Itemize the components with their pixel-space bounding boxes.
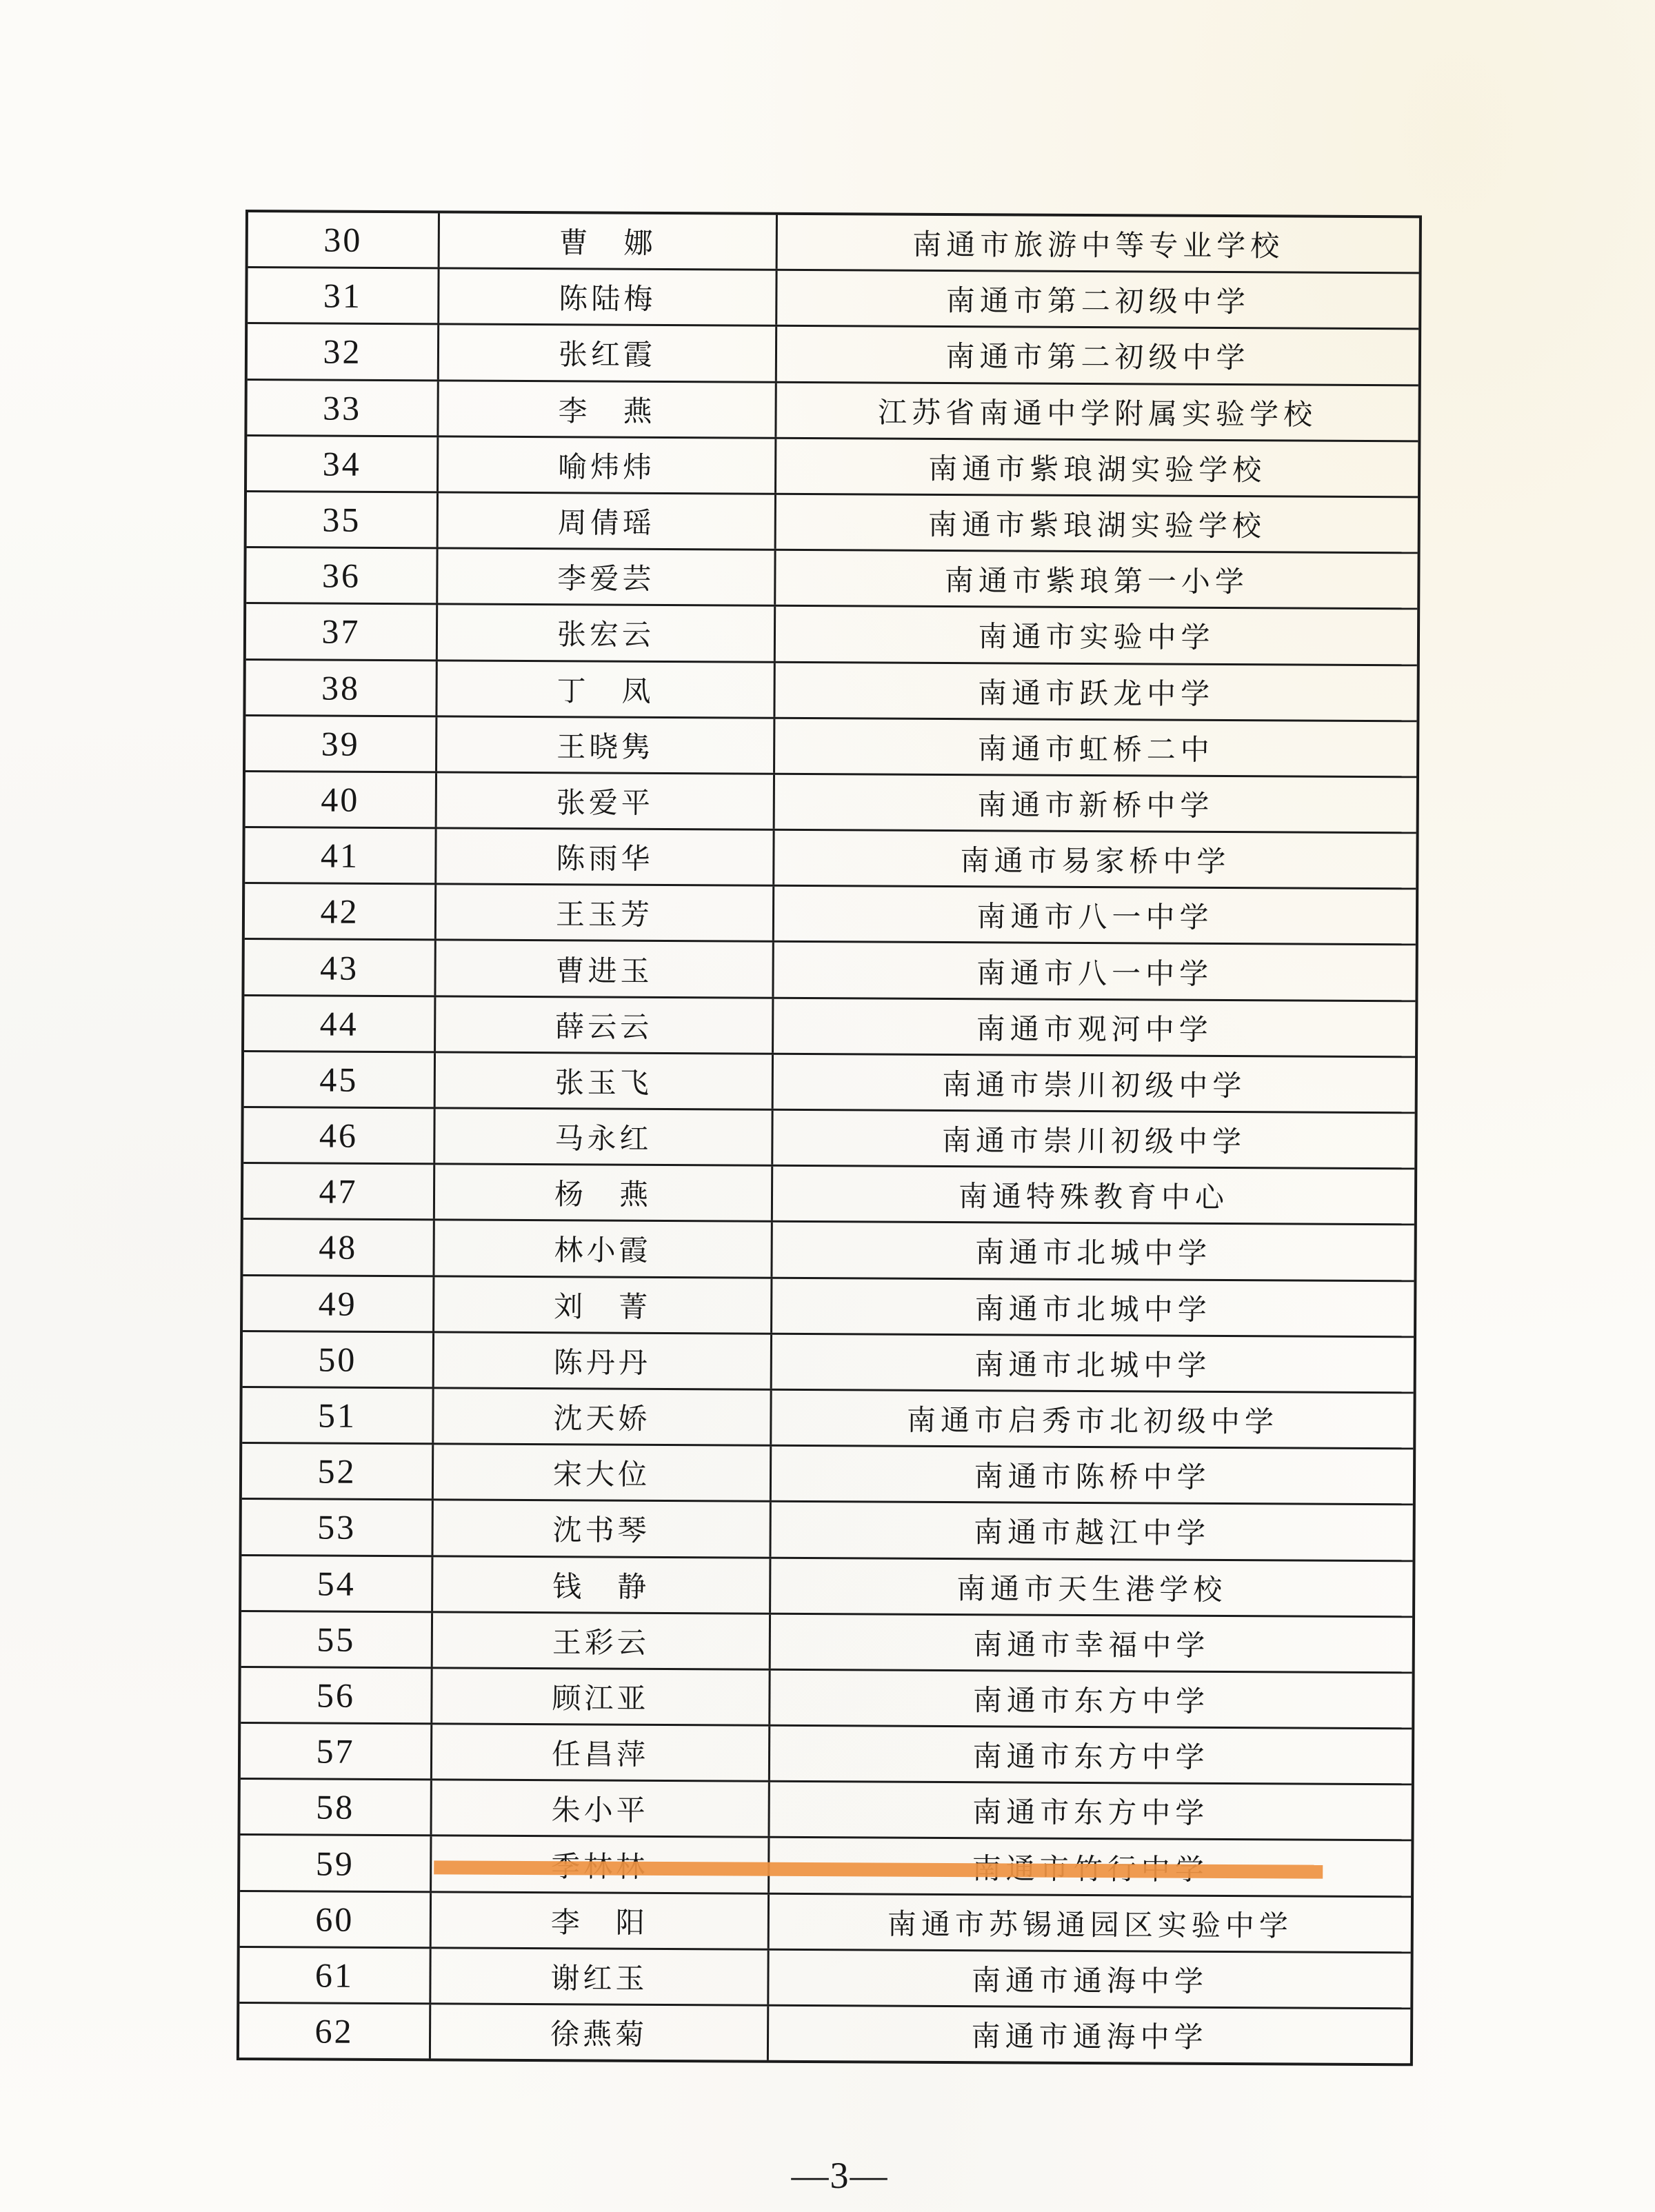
table-row (248, 212, 1419, 274)
school-name: 南通市旅游中等专业学校 (912, 229, 1285, 263)
teacher-name: 张爱平 (437, 773, 775, 829)
teacher-name: 钱 静 (433, 1557, 771, 1613)
row-number: 38 (245, 661, 437, 716)
teacher-name: 李爱芸 (438, 549, 776, 605)
teacher-name: 陈丹丹 (434, 1333, 772, 1389)
teacher-name: 王玉芳 (437, 885, 774, 941)
row-number: 54 (241, 1556, 433, 1611)
school-name: 南通市紫琅第一小学 (944, 565, 1249, 599)
teacher-name: 杨 燕 (435, 1165, 773, 1221)
teacher-name: 沈天娇 (434, 1389, 772, 1445)
table-row (244, 940, 1415, 1001)
table-row (244, 1052, 1415, 1114)
table-row (241, 1668, 1412, 1729)
school-name: 南通市东方中学 (972, 1685, 1210, 1718)
school-name: 南通市天生港学校 (956, 1573, 1227, 1607)
table-row (244, 996, 1415, 1058)
table-row (243, 1220, 1414, 1281)
school-name: 南通市东方中学 (972, 1797, 1210, 1831)
teacher-name: 王彩云 (433, 1613, 771, 1669)
row-number: 48 (243, 1220, 434, 1275)
school-name: 南通市陈桥中学 (974, 1461, 1211, 1495)
teacher-name: 陈雨华 (437, 829, 774, 885)
row-number: 52 (242, 1444, 434, 1499)
school-name: 南通市紫琅湖实验学校 (928, 453, 1267, 487)
table-row (239, 2004, 1410, 2063)
page-number (12, 2154, 1655, 2197)
teacher-name: 朱小平 (432, 1781, 770, 1837)
school-name: 南通市紫琅湖实验学校 (927, 509, 1266, 543)
teacher-name: 曹进玉 (436, 941, 774, 997)
table-row (241, 1724, 1412, 1785)
table-row (240, 1780, 1411, 1841)
row-number: 37 (246, 604, 438, 659)
row-number: 31 (248, 268, 439, 323)
table-row (241, 1612, 1412, 1673)
row-number: 35 (247, 492, 439, 547)
table-row (248, 324, 1418, 385)
table-row (241, 1500, 1412, 1561)
row-number: 49 (243, 1276, 434, 1331)
page-number-text: —3— (791, 2155, 889, 2196)
table-row (247, 492, 1418, 554)
table-row (243, 1276, 1414, 1338)
school-name: 南通市第二初级中学 (945, 341, 1250, 375)
school-name: 南通市北城中学 (974, 1293, 1212, 1327)
teacher-name: 张宏云 (438, 605, 776, 661)
teacher-name: 张玉飞 (436, 1053, 774, 1109)
school-name: 南通市观河中学 (976, 1013, 1213, 1047)
table-row (243, 1332, 1414, 1394)
teacher-name: 徐燕菊 (431, 2004, 769, 2060)
school-name: 南通市北城中学 (974, 1349, 1212, 1382)
row-number: 34 (247, 436, 439, 492)
school-name: 南通市通海中学 (971, 2021, 1208, 2054)
teacher-name: 曹 娜 (440, 213, 778, 269)
school-name: 南通市通海中学 (971, 1965, 1209, 1998)
table-row (247, 381, 1418, 442)
row-number: 56 (241, 1668, 432, 1723)
row-number: 32 (248, 324, 439, 379)
school-name: 南通市越江中学 (974, 1517, 1211, 1551)
teacher-name: 谢红玉 (431, 1949, 769, 2004)
school-name: 南通市幸福中学 (973, 1629, 1210, 1662)
row-number: 59 (240, 1836, 432, 1891)
school-name: 南通市崇川初级中学 (942, 1069, 1247, 1103)
school-name: 南通市跃龙中学 (977, 677, 1215, 711)
table-row (245, 661, 1416, 722)
school-name: 南通市启秀市北初级中学 (906, 1405, 1279, 1439)
school-name: 南通市崇川初级中学 (941, 1125, 1247, 1159)
school-name: 南通特殊教育中心 (958, 1181, 1230, 1215)
school-name: 南通市第二初级中学 (945, 285, 1250, 319)
row-number: 33 (247, 381, 439, 436)
row-number: 55 (241, 1612, 433, 1667)
teacher-name: 林小霞 (434, 1221, 772, 1277)
row-number: 53 (241, 1500, 433, 1555)
table-row (243, 1164, 1414, 1225)
row-number: 30 (248, 212, 440, 268)
table-row (239, 1948, 1410, 2009)
teacher-name: 陈陆梅 (439, 270, 777, 325)
row-number: 44 (244, 996, 436, 1052)
row-number: 45 (244, 1052, 436, 1107)
row-number: 60 (240, 1892, 432, 1947)
table-row (241, 1556, 1412, 1617)
teacher-name: 顾江亚 (432, 1669, 770, 1725)
school-name: 南通市虹桥二中 (977, 733, 1214, 767)
row-number: 58 (240, 1780, 432, 1835)
row-number: 61 (239, 1948, 431, 2003)
teacher-name: 薛云云 (436, 997, 774, 1053)
teacher-name: 沈书琴 (433, 1501, 771, 1557)
row-number: 36 (246, 548, 438, 603)
row-number: 51 (242, 1388, 434, 1443)
teacher-name: 马永红 (435, 1109, 773, 1165)
teacher-name: 李 燕 (439, 381, 776, 437)
teacher-name: 李 阳 (432, 1893, 770, 1949)
row-number: 57 (241, 1724, 432, 1779)
school-name: 南通市易家桥中学 (960, 845, 1231, 879)
school-name: 南通市实验中学 (978, 621, 1215, 655)
table-row (243, 1108, 1414, 1169)
school-name: 南通市东方中学 (972, 1741, 1210, 1775)
row-number: 62 (239, 2004, 431, 2059)
table-row (247, 436, 1418, 498)
teacher-name: 宋大位 (434, 1445, 772, 1500)
school-name: 南通市苏锡通园区实验中学 (887, 1909, 1293, 1943)
row-number: 42 (245, 884, 437, 939)
table-row (245, 884, 1416, 945)
row-number: 47 (243, 1164, 435, 1219)
row-number: 50 (243, 1332, 434, 1387)
school-name: 江苏省南通中学附属实验学校 (877, 397, 1318, 432)
school-name: 南通市八一中学 (976, 901, 1214, 935)
table-row (246, 548, 1417, 610)
school-name: 南通市北城中学 (974, 1237, 1212, 1271)
table-row (240, 1892, 1411, 1953)
roster-table-body (237, 210, 1422, 2066)
teacher-name: 喻炜炜 (439, 437, 776, 493)
teacher-name: 周倩瑶 (439, 493, 776, 549)
table-row (245, 772, 1416, 834)
school-name: 南通市新桥中学 (977, 790, 1214, 823)
teacher-name: 丁 凤 (437, 661, 775, 717)
table-row (245, 828, 1416, 889)
awardee-table (237, 210, 1422, 2066)
table-row (246, 604, 1417, 665)
table-row (248, 268, 1418, 330)
table-row (242, 1388, 1413, 1449)
row-number: 41 (245, 828, 437, 883)
row-number: 39 (245, 716, 437, 772)
teacher-name: 刘 菁 (434, 1277, 772, 1333)
teacher-name: 任昌萍 (432, 1725, 770, 1780)
school-name: 南通市八一中学 (976, 957, 1214, 991)
row-number: 46 (243, 1108, 435, 1163)
teacher-name: 王晓隽 (437, 717, 775, 773)
table-row (242, 1444, 1413, 1505)
table-row (245, 716, 1416, 778)
teacher-name: 张红霞 (439, 325, 777, 381)
row-number: 40 (245, 772, 437, 827)
row-number: 43 (244, 940, 436, 995)
